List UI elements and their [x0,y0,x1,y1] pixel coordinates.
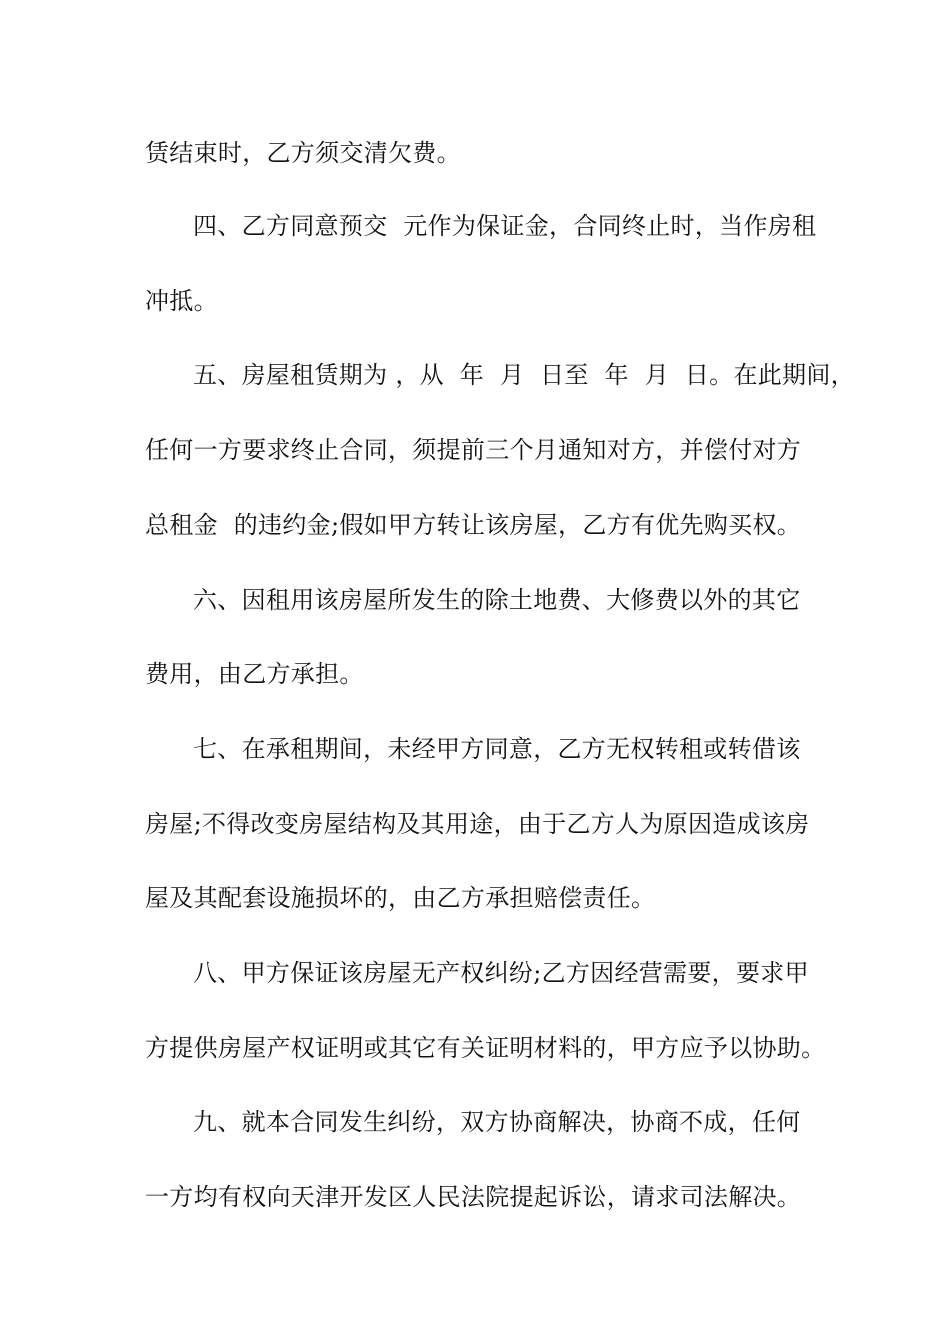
paragraph-eight-line: 八、甲方保证该房屋无产权纠纷;乙方因经营需要，要求甲 [193,959,809,987]
text-line: 赁结束时，乙方须交清欠费。 [145,139,461,167]
text-line: 一方均有权向天津开发区人民法院提起诉讼，请求司法解决。 [145,1183,802,1211]
text-line: 费用，由乙方承担。 [145,660,364,688]
text-line: 冲抵。 [145,287,218,315]
paragraph-four-line: 四、乙方同意预交 元作为保证金，合同终止时，当作房租 [193,212,817,240]
text-line: 屋及其配套设施损坏的，由乙方承担赔偿责任。 [145,884,656,912]
paragraph-nine-line: 九、就本合同发生纠纷，双方协商解决，协商不成，任何 [193,1108,801,1136]
paragraph-seven-line: 七、在承租期间，未经甲方同意，乙方无权转租或转借该 [193,735,801,763]
paragraph-five-line: 五、房屋租赁期为 ，从 年 月 日至 年 月 日。在此期间， [193,361,855,389]
text-line: 总租金 的违约金;假如甲方转让该房屋，乙方有优先购买权。 [145,511,802,539]
text-line: 房屋;不得改变房屋结构及其用途，由于乙方人为原因造成该房 [145,810,810,838]
text-line: 方提供房屋产权证明或其它有关证明材料的，甲方应予以协助。 [145,1034,826,1062]
text-line: 任何一方要求终止合同，须提前三个月通知对方，并偿付对方 [145,436,802,464]
paragraph-six-line: 六、因租用该房屋所发生的除土地费、大修费以外的其它 [193,586,801,614]
